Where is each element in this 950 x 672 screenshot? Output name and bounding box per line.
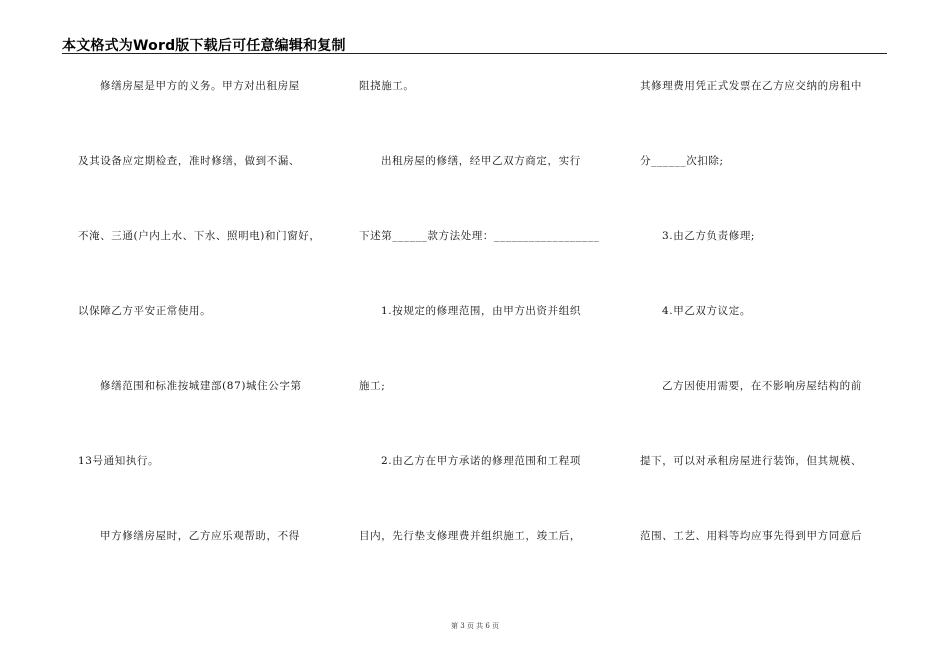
column-line: 1.按规定的修理范围，由甲方出资并组织 [381,305,581,317]
column-line: 目内，先行垫支修理费并组织施工，竣工后， [359,530,581,542]
column-line: 4.甲乙双方议定。 [662,305,751,317]
page-number-footer: 第 3 页 共 6 页 [450,622,500,630]
column-line: 3.由乙方负责修理; [662,230,756,242]
column-line: 修缮房屋是甲方的义务。甲方对出租房屋 [100,80,300,92]
column-line: 甲方修缮房屋时，乙方应乐观帮助，不得 [100,530,300,542]
column-line: 提下，可以对承租房屋进行装饰，但其规模、 [640,455,862,467]
column-line: 施工; [359,380,386,392]
column-line: 以保障乙方平安正常使用。 [78,305,212,317]
column-line: 修缮范围和标准按城建部(87)城住公字第 [100,380,302,392]
column-line: 不淹、三通(户内上水、下水、照明电)和门窗好， [78,230,321,242]
document-header-title: 本文格式为Word版下载后可任意编辑和复制 [62,38,346,54]
column-line: 分______次扣除; [640,155,724,167]
column-line: 乙方因使用需要，在不影响房屋结构的前 [662,380,862,392]
column-line: 出租房屋的修缮，经甲乙双方商定，实行 [381,155,581,167]
column-line: 阻挠施工。 [359,80,415,92]
column-line: 2.由乙方在甲方承诺的修理范围和工程项 [381,455,581,467]
column-line: 13号通知执行。 [78,455,160,467]
column-line: 范围、工艺、用料等均应事先得到甲方同意后 [640,530,862,542]
column-line: 其修理费用凭正式发票在乙方应交纳的房租中 [640,80,862,92]
column-line: 下述第______款方法处理：__________________ [359,230,600,242]
column-line: 及其设备应定期检查，准时修缮，做到不漏、 [78,155,300,167]
header-divider [62,53,887,54]
